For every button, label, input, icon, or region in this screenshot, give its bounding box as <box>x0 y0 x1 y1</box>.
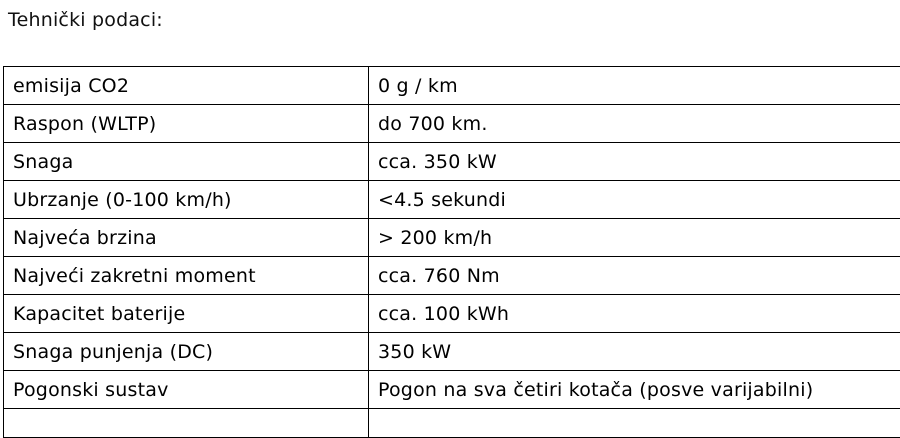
spec-label: Pogonski sustav <box>4 371 369 409</box>
technical-specs-table <box>3 66 900 438</box>
spec-label: Najveći zakretni moment <box>4 257 369 295</box>
table-row <box>4 333 900 371</box>
spec-value <box>369 409 900 438</box>
table-row <box>4 219 900 257</box>
table-row <box>4 257 900 295</box>
table-row <box>4 295 900 333</box>
spec-label: Najveća brzina <box>4 219 369 257</box>
spec-value: <4.5 sekundi <box>369 181 900 219</box>
spec-value: 350 kW <box>369 333 900 371</box>
spec-label: Snaga punjenja (DC) <box>4 333 369 371</box>
spec-label: Snaga <box>4 143 369 181</box>
spec-value: cca. 760 Nm <box>369 257 900 295</box>
spec-value: cca. 100 kWh <box>369 295 900 333</box>
spec-value: > 200 km/h <box>369 219 900 257</box>
page-title: Tehnički podaci: <box>8 8 163 32</box>
spec-label: Raspon (WLTP) <box>4 105 369 143</box>
spec-value: Pogon na sva četiri kotača (posve varijabilni) <box>369 371 900 409</box>
table-row <box>4 67 900 105</box>
table-body <box>4 67 900 438</box>
table-row <box>4 105 900 143</box>
table-row <box>4 143 900 181</box>
spec-value: 0 g / km <box>369 67 900 105</box>
table-row <box>4 371 900 409</box>
table-row <box>4 181 900 219</box>
spec-label: emisija CO2 <box>4 67 369 105</box>
spec-label: Kapacitet baterije <box>4 295 369 333</box>
table-row <box>4 409 900 438</box>
spec-value: do 700 km. <box>369 105 900 143</box>
spec-label <box>4 409 369 438</box>
spec-label: Ubrzanje (0-100 km/h) <box>4 181 369 219</box>
spec-value: cca. 350 kW <box>369 143 900 181</box>
